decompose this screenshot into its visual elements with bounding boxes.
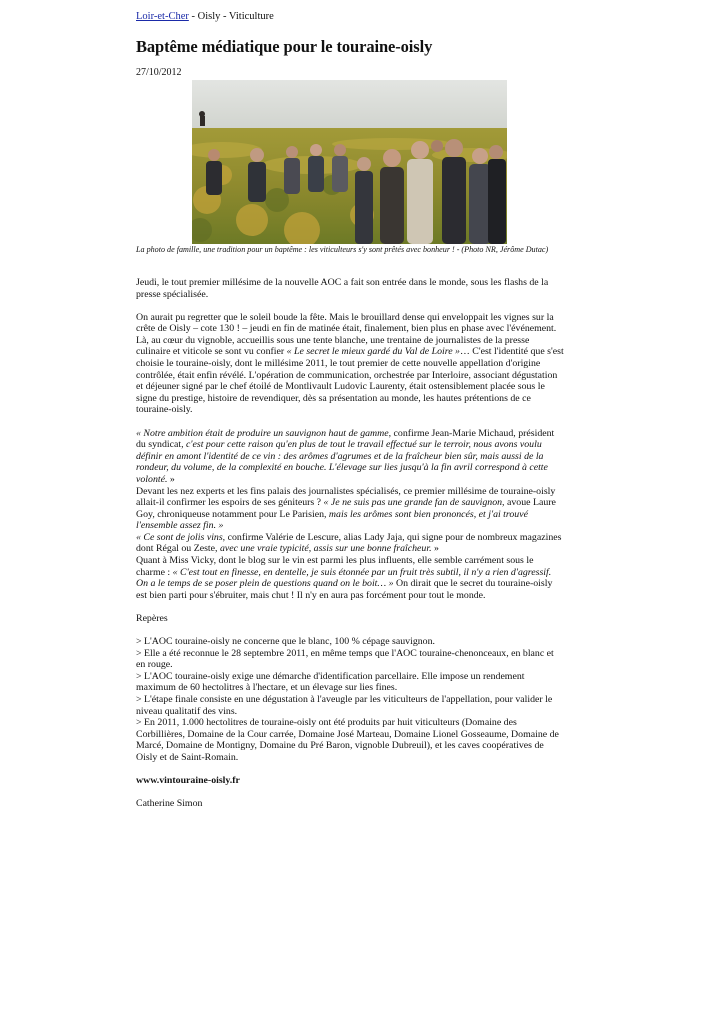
page-title: Baptême médiatique pour le touraine-oisly [136,37,433,56]
breadcrumb-rest: - Oisly - Viticulture [188,11,274,22]
paragraph-fog: On aurait pu regretter que le soleil boude la fête. Mais le brouillard dense qui enveloppait les vignes sur la crête de Oisly – cote 130 ! – jeudi en fin de matinée était, finalement, bien plus en phase avec l'événement. Là, au cœur du vignoble, accueillis sous une tente blanche, une trentaine de journalistes de la presse culinaire et viticole se sont vu confier « Le secret le mieux gardé du Val de Loire »… C'est l'identité que s'est choisie le touraine-oisly, dont le millésime 2011, le tout premier de cette nouvelle appellation d'origine contrôlée, était enfin révélé. L'opération de communication, orchestrée par Interloire, associant dégustation et déjeuner signé par le chef étoilé de Montlivault Ludovic Laurenty, était ostensiblement placée sous le signe du prestige, histoire de revendiquer, dès sa présentation au monde, les hautes prétentions de ce touraine-oisly. [136,311,564,416]
reperes-heading: Repères [136,612,168,624]
quote-miss-vicky: Quant à Miss Vicky, dont le blog sur le vin est parmi les plus influents, elle semble carrément sous le charme : « C'est tout en finesse, en dentelle, je suis étonnée par un fruit très subtil, il n'y a rien d'agressif. On a le temps de se poser plein de questions quand on le boit… » On dirait que le secret du touraine-oisly est bien parti pour s'ébruiter, mais chut ! Il n'y en aura pas forcément pour tout le monde. [136,555,553,601]
quote-goy: Devant les nez experts et les fins palais des journalistes spécialisés, ce premier millésime de touraine-oisly allait-il confirmer les espoirs de ses géniteurs ? « Je ne suis pas une grande fan de sauvignon, avoue Laure Goy, chroniqueuse notamment pour Le Parisien, mais les arômes sont bien prononcés, et j'ai trouvé l'ensemble assez fin. » [136,485,556,532]
breadcrumb-link-loir-et-cher[interactable]: Loir-et-Cher [136,11,189,22]
author-name: Catherine Simon [136,798,203,810]
quote-lescure: « Ce sont de jolis vins, confirme Valérie de Lescure, alias Lady Jaja, qui signe pour de nombreux magazines dont Régal ou Zeste, avec une vraie typicité, assis sur une bonne fraîcheur. » [136,531,562,555]
intro-paragraph: Jeudi, le tout premier millésime de la nouvelle AOC a fait son entrée dans le monde, sous les flashs de la presse spécialisée. [136,277,549,300]
article-date: 27/10/2012 [136,67,182,78]
breadcrumb [136,11,274,22]
article-body [136,277,564,821]
website-link[interactable]: www.vintouraine-oisly.fr [136,775,240,787]
reperes-item: > L'AOC touraine-oisly exige une démarche d'identification parcellaire. Elle impose un rendement maximum de 60 hectolitres à l'hectare, et un élevage sur lies fines. [136,670,525,694]
reperes-item: > Elle a été reconnue le 28 septembre 2011, en même temps que l'AOC touraine-chenonceaux, en blanc et en rouge. [136,647,554,671]
article-photo [192,80,507,244]
reperes-item: > L'étape finale consiste en une dégustation à l'aveugle par les viticulteurs de l'appellation, pour valider le niveau qualitatif des vins. [136,694,553,717]
quote-michaud: « Notre ambition était de produire un sauvignon haut de gamme, confirme Jean-Marie Michaud, président du syndicat, c'est pour cette raison qu'en plus de tout le travail effectué sur le terroir, nous avons voulu définir en amont l'identité de ce vin : des arômes d'agrumes et de la fraîcheur bien sûr, mais aussi de la rondeur, du volume, de la complexité en bouche. L'élevage sur lies jusqu'à la fin avril correspond à cette volonté. » [136,427,555,485]
photo-caption: La photo de famille, une tradition pour un baptême : les viticulteurs s'y sont prêtés avec bonheur ! - (Photo NR, Jérôme Dutac) [136,245,549,254]
reperes-item: > En 2011, 1.000 hectolitres de touraine-oisly ont été produits par huit viticulteurs (Domaine des Corbillières, Domaine de la Cour carrée, Domaine José Marteau, Domaine Lionel Gosseaume, Domaine de Marcé, Domaine de Montigny, Domaine du Pré Baron, vignoble Dubreuil), et les caves coopératives de Oisly et de Saint-Romain. [136,717,559,763]
reperes-item: > L'AOC touraine-oisly ne concerne que le blanc, 100 % cépage sauvignon. [136,636,435,648]
